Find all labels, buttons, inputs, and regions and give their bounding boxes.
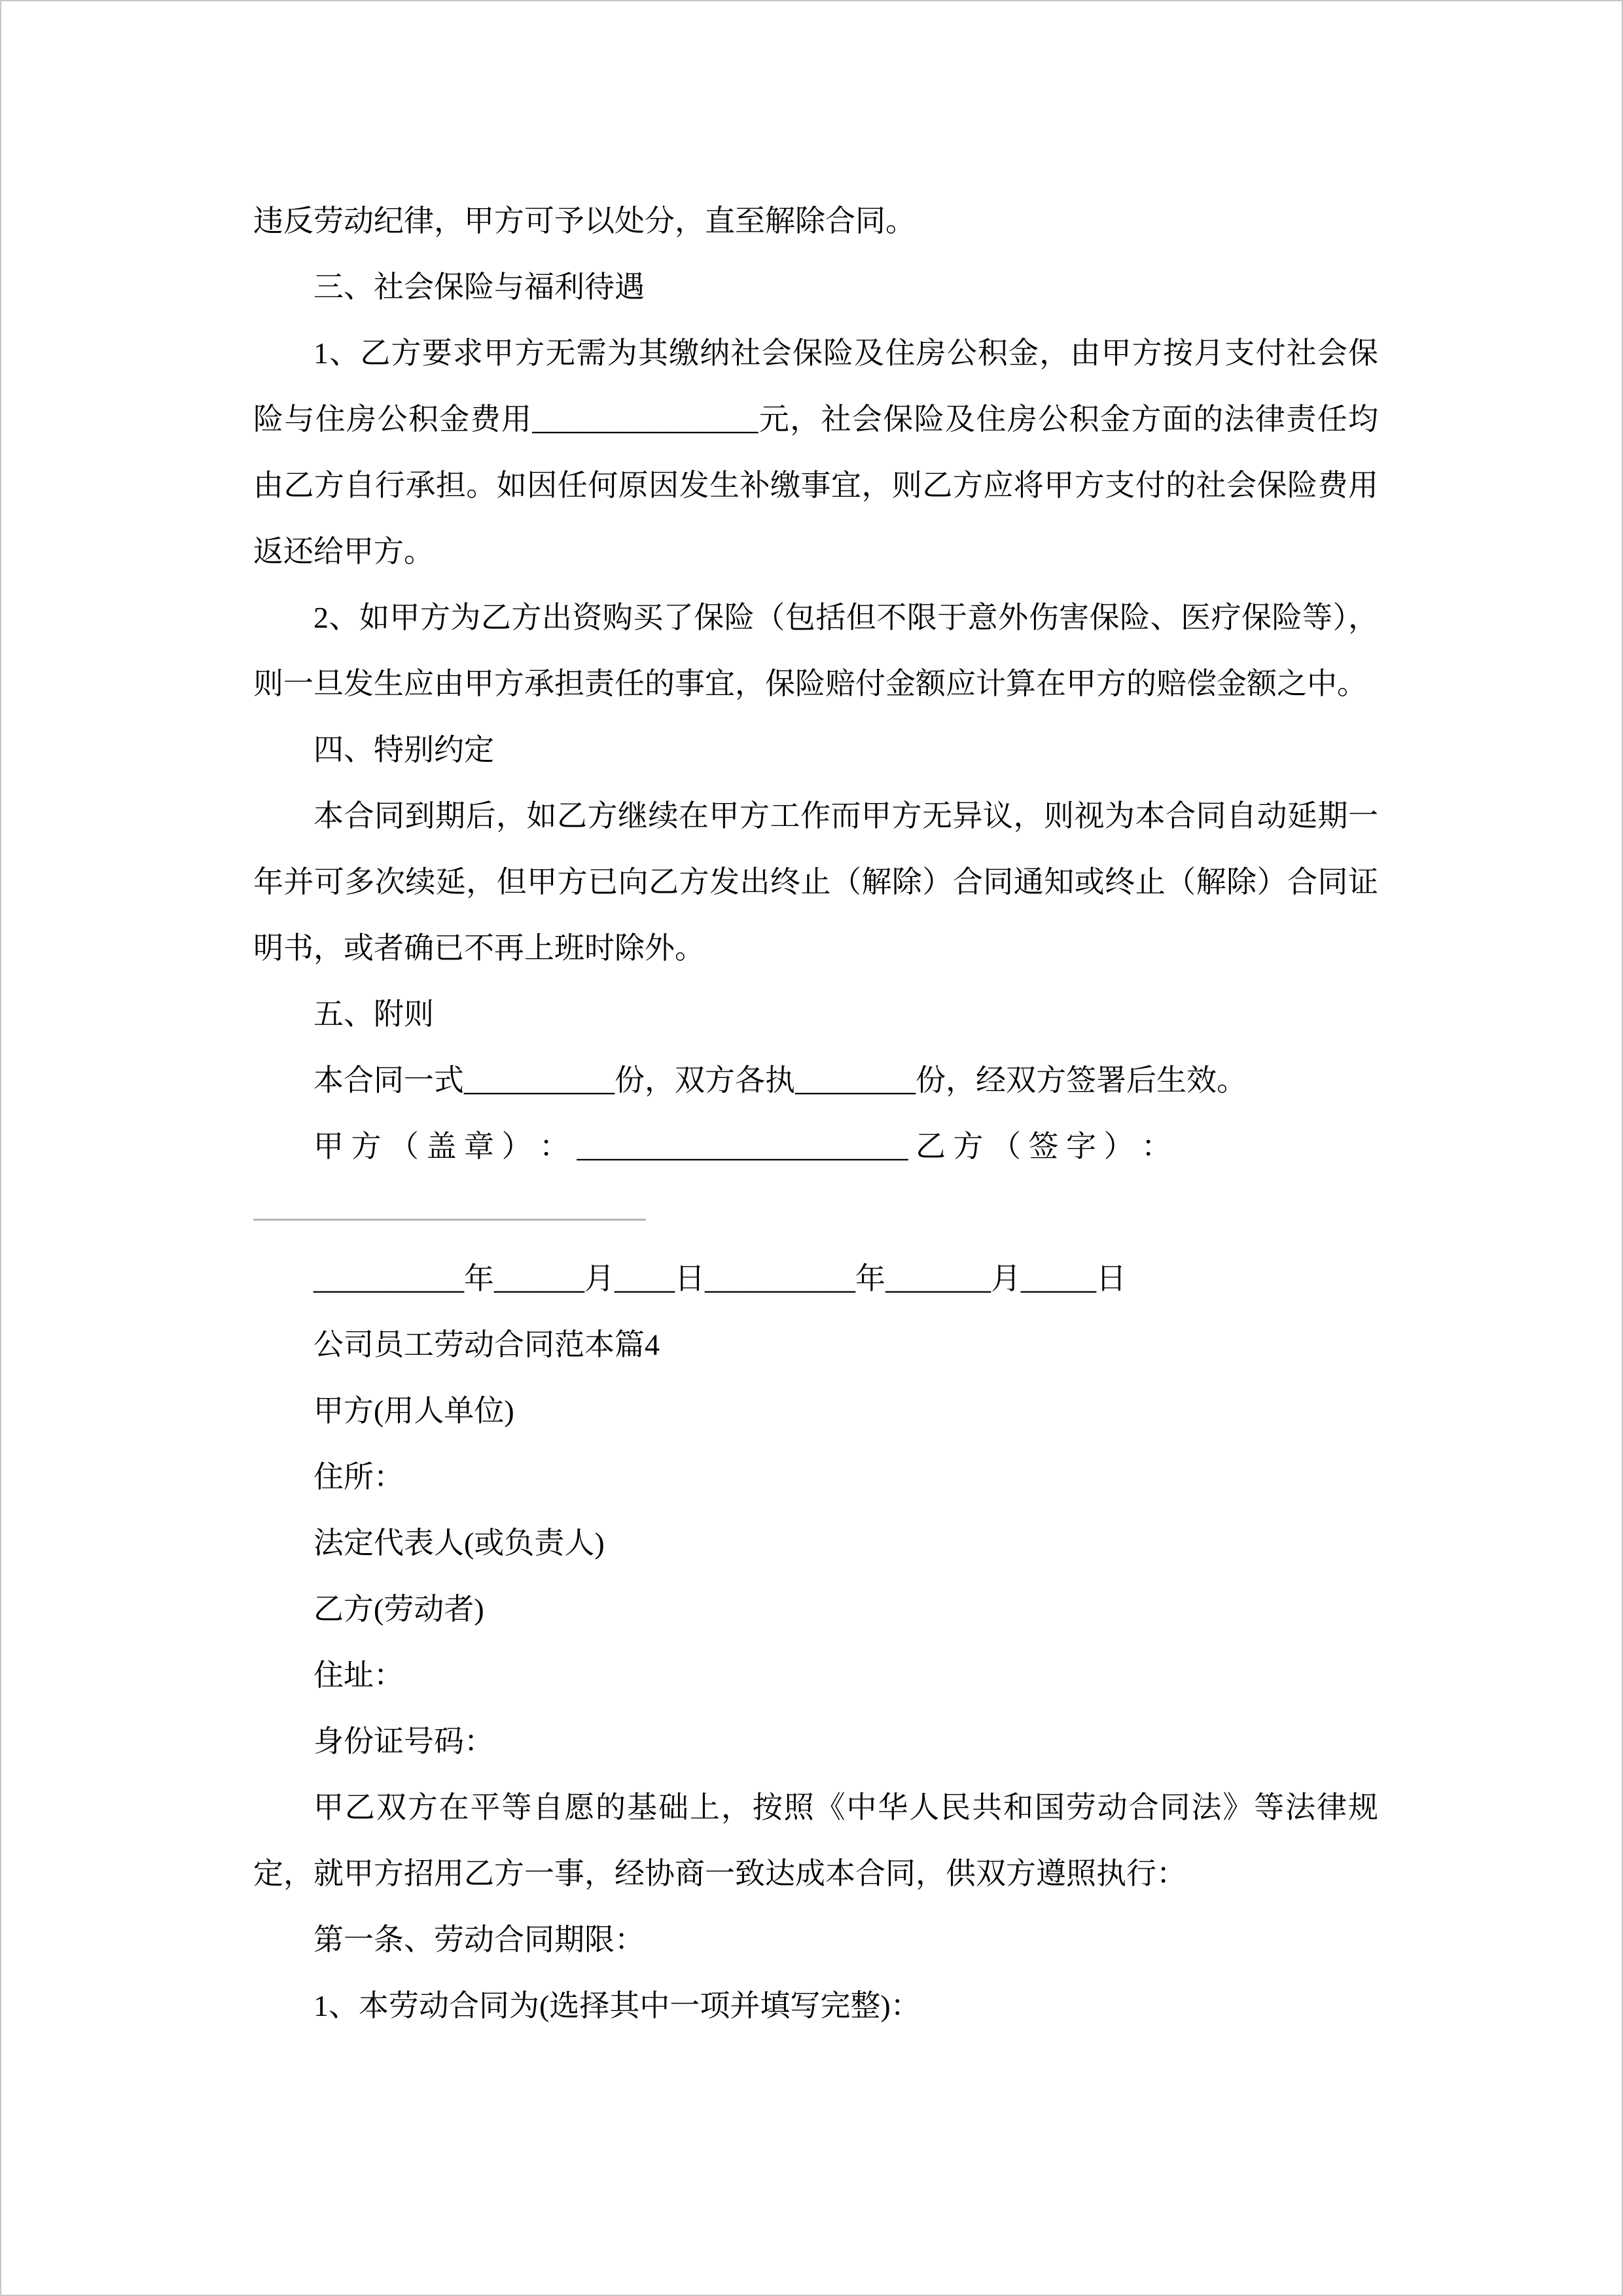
clause-3-2-insurance-purchase: 2、如甲方为乙方出资购买了保险（包括但不限于意外伤害保险、医疗保险等），则一旦发生应由甲方承担责任的事宜，保险赔付金额应计算在甲方的赔偿金额之中。 xyxy=(253,601,1378,700)
signature-line-party-a-b: 甲 方 （ 盖 章 ） ： ______________________ 乙 方 （ 签 字 ） ： xyxy=(313,1130,1171,1163)
subtitle-contract-template-4: 公司员工劳动合同范本篇4 xyxy=(313,1328,660,1361)
label-legal-representative: 法定代表人(或负责人) xyxy=(313,1526,605,1560)
heading-section-3-social-insurance: 三、社会保险与福利待遇 xyxy=(313,270,645,304)
preamble-equal-voluntary-basis: 甲乙双方在平等自愿的基础上，按照《中华人民共和国劳动合同法》等法律规定，就甲方招用乙方一事，经协商一致达成本合同，供双方遵照执行： xyxy=(253,1791,1378,1890)
heading-article-1-contract-term: 第一条、劳动合同期限： xyxy=(313,1923,645,1956)
label-residence: 住所： xyxy=(313,1460,404,1494)
label-address: 住址： xyxy=(313,1659,404,1692)
label-party-a-employer: 甲方(用人单位) xyxy=(313,1394,514,1427)
label-id-number: 身份证号码： xyxy=(313,1725,494,1758)
clause-3-1-social-insurance-payment: 1、乙方要求甲方无需为其缴纳社会保险及住房公积金，由甲方按月支付社会保险与住房公积金费用_______________元，社会保险及住房公积金方面的法律责任均由乙方自行承担。如因任何原因发生补缴事宜，则乙方应将甲方支付的社会保险费用返还给甲方。 xyxy=(253,336,1378,568)
paragraph-discipline-clause: 违反劳动纪律，甲方可予以处分，直至解除合同。 xyxy=(253,204,916,238)
article-1-item-1-select-option: 1、本劳动合同为(选择其中一项并填写完整)： xyxy=(313,1989,921,2022)
heading-section-5-supplementary: 五、附则 xyxy=(313,997,434,1031)
heading-section-4-special-agreement: 四、特别约定 xyxy=(313,733,494,766)
signature-underline-row xyxy=(253,1179,1378,1246)
clause-4-1-auto-renewal: 本合同到期后，如乙方继续在甲方工作而甲方无异议，则视为本合同自动延期一年并可多次续延，但甲方已向乙方发出终止（解除）合同通知或终止（解除）合同证明书，或者确已不再上班时除外。 xyxy=(253,799,1378,965)
clause-5-1-copies-effective: 本合同一式__________份，双方各执________份，经双方签署后生效。 xyxy=(313,1064,1247,1097)
signature-underline xyxy=(253,1219,646,1221)
date-line: __________年______月____日__________年_______月_____日 xyxy=(313,1262,1126,1295)
label-party-b-employee: 乙方(劳动者) xyxy=(313,1592,484,1626)
